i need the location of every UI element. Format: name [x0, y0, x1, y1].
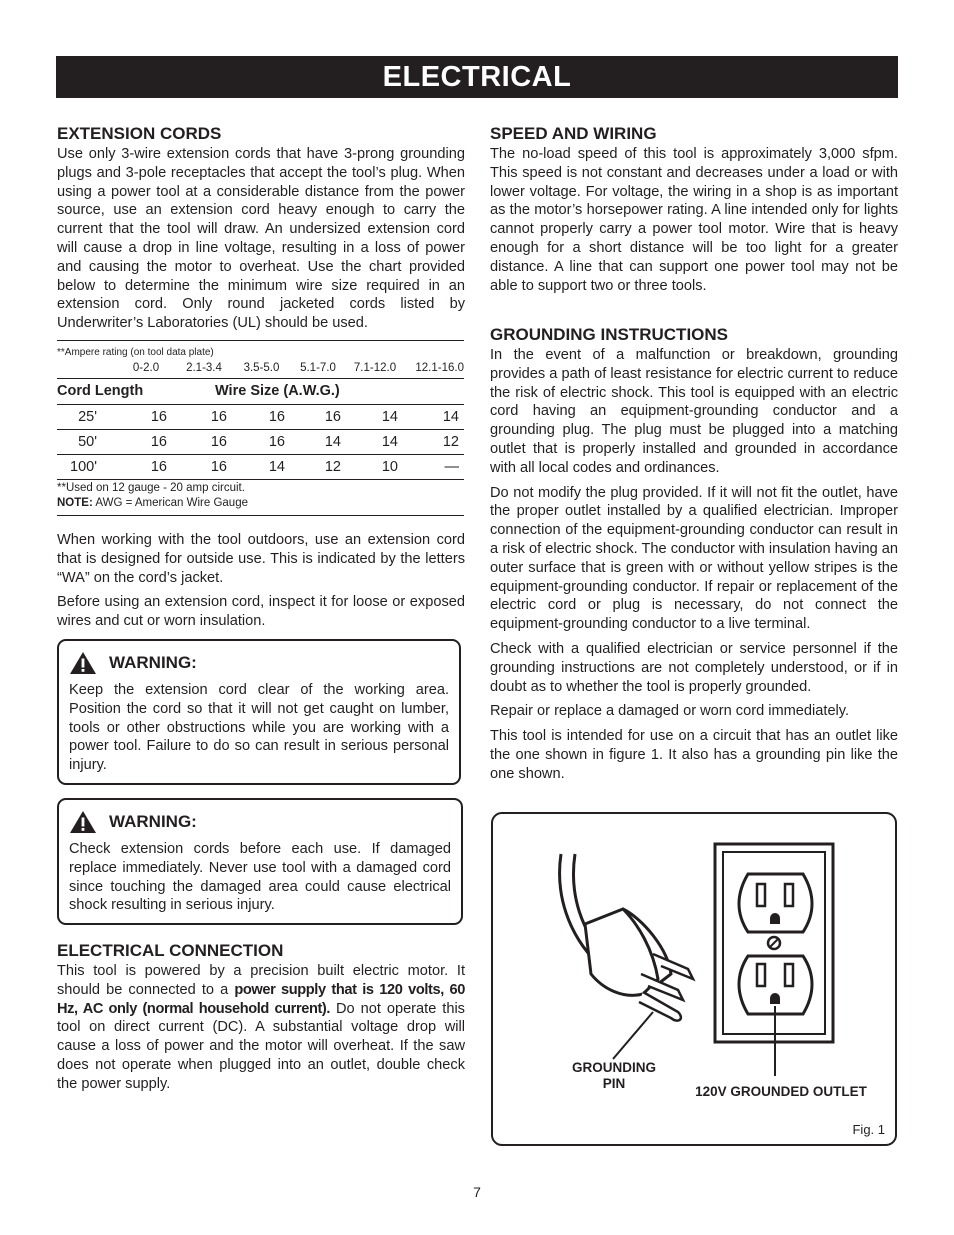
range-cell: 0-2.0 — [132, 362, 160, 374]
page-number: 7 — [473, 1184, 481, 1200]
range-cell: 2.1-3.4 — [186, 362, 222, 374]
speed-wiring-section — [490, 123, 898, 295]
warning-title: WARNING: — [109, 811, 197, 831]
warning-box-2 — [57, 798, 463, 925]
wire-size-cell: 16 — [210, 434, 227, 450]
grounding-para: In the event of a malfunction or breakdown, grounding provides a path of least resistance for electric current to reduce the risk of electric shock. This tool is equipped with an electric cord having an equipment-grounding conductor and a grounding plug. The plug must be plugged into a matching outlet that is properly installed and grounded in accordance with all local codes and ordinances. — [490, 347, 898, 476]
range-cell: 7.1-12.0 — [353, 362, 397, 374]
warning-box-1 — [57, 639, 461, 785]
table-footnote: **Used on 12 gauge - 20 amp circuit. — [57, 482, 245, 494]
electrical-connection-heading: ELECTRICAL CONNECTION — [57, 941, 284, 960]
note-label: NOTE: — [57, 497, 93, 509]
electrical-connection-section — [57, 940, 465, 1094]
warning-triangle-icon — [69, 810, 97, 834]
outdoor-cord-para: When working with the tool outdoors, use an extension cord that is designed for outside use. This is indicated by the letters “WA” on the cord’s jacket. — [57, 532, 465, 586]
extension-cords-section — [57, 123, 465, 333]
outdoor-cord-section — [57, 531, 465, 631]
extension-cords-body: Use only 3-wire extension cords that have 3-prong grounding plugs and 3-pole receptacles that accept the tool’s plug. When using a power tool at a considerable distance from the power source, use an extension cord heavy enough to carry the current that the tool will draw. An undersized extension cord will cause a drop in line voltage, resulting in a loss of power and causing the motor to overheat. Use the chart provided below to determine the minimum wire size required in an extension cord. Only round jacketed cords listed by Underwriter’s Laboratories (UL) should be used. — [57, 146, 465, 332]
ampere-ranges-row — [57, 360, 464, 376]
wire-size-cell: 16 — [150, 434, 167, 450]
wire-size-cell: 10 — [381, 459, 398, 475]
wire-size-cell: 16 — [324, 409, 341, 425]
cord-length-header: Cord Length — [57, 383, 144, 399]
ampere-caption: **Ampere rating (on tool data plate) — [57, 347, 214, 358]
cord-length-cell: 100' — [70, 459, 97, 475]
wire-size-table — [57, 340, 464, 516]
wire-size-cell: — — [444, 459, 459, 475]
note-text: AWG = American Wire Gauge — [92, 497, 248, 509]
range-cell: 3.5-5.0 — [243, 362, 280, 374]
table-row — [57, 430, 464, 454]
table-row — [57, 405, 464, 429]
warning-text: Keep the extension cord clear of the working area. Position the cord so that it will not get caught on lumber, tools or other obstructions while you are working with a power tool. Failure to do so can result in serious personal injury. — [69, 682, 449, 774]
inspect-cord-para: Before using an extension cord, inspect it for loose or exposed wires and cut or worn insulation. — [57, 594, 465, 630]
grounding-pin-label — [561, 1060, 667, 1092]
wire-size-header: Wire Size (A.W.G.) — [215, 383, 340, 399]
wire-size-cell: 14 — [381, 434, 398, 450]
wire-size-cell: 16 — [268, 434, 285, 450]
wire-size-cell: 16 — [210, 459, 227, 475]
wire-size-cell: 14 — [442, 409, 459, 425]
grounding-para: Repair or replace a damaged or worn cord immediately. — [490, 703, 850, 720]
speed-wiring-body: The no-load speed of this tool is approximately 3,000 sfpm. This speed is not constant and decreases under a load or with lower voltage. For voltage, the wiring in a shop is as important as the motor’s horsepower rating. A line intended only for lights cannot properly carry a power tool motor. Wire that is heavy enough for a short distance will be too light for a greater distance. A line that can support one power tool may not be able to support two or three tools. — [490, 146, 898, 294]
speed-wiring-heading: SPEED AND WIRING — [490, 124, 657, 143]
wire-size-cell: 16 — [210, 409, 227, 425]
range-cell: 5.1-7.0 — [300, 362, 336, 374]
outlet-label: 120V GROUNDED OUTLET — [695, 1084, 867, 1099]
figure-1 — [491, 812, 897, 1146]
electrical-connection-body — [57, 962, 465, 1094]
wire-size-cell: 16 — [150, 459, 167, 475]
range-cell: 12.1-16.0 — [415, 362, 464, 374]
wire-size-cell: 14 — [268, 459, 285, 475]
wire-size-cell: 16 — [150, 409, 167, 425]
grounding-para: This tool is intended for use on a circuit that has an outlet like the one shown in figure 1. It also has a grounding pin like the one shown. — [490, 728, 898, 782]
grounding-heading: GROUNDING INSTRUCTIONS — [490, 325, 728, 344]
table-header-row — [57, 379, 464, 404]
warning-triangle-icon — [69, 651, 97, 675]
connection-power-spec: power supply that is 120 volts, 60 Hz, AC only (normal household current). — [57, 981, 465, 1017]
grounding-section — [490, 324, 898, 784]
wire-size-cell: 12 — [324, 459, 341, 475]
wire-size-cell: 14 — [381, 409, 398, 425]
connection-text-1: This tool is powered by a precision built electric motor. It should be connected to a — [57, 963, 465, 998]
cord-length-cell: 50' — [78, 434, 97, 450]
warning-header — [69, 810, 451, 834]
grounding-para: Do not modify the plug provided. If it will not fit the outlet, have the proper outlet installed by a qualified electrician. Improper connection of the equipment-grounding conductor can result in a risk of electric shock. The conductor with insulation having an outer surface that is green with or without yellow stripes is the equipment-grounding conductor. If repair or replacement of the electric cord or plug is necessary, do not connect the equipment-grounding conductor to a live terminal. — [490, 484, 898, 633]
wire-size-cell: 12 — [442, 434, 459, 450]
warning-text: Check extension cords before each use. If damaged replace immediately. Never use tool with a damaged cord since touching the damaged area could cause electrical shock resulting in serious injury. — [69, 841, 451, 914]
table-row — [57, 455, 464, 479]
wire-size-cell: 14 — [324, 434, 341, 450]
connection-text-2: Do not operate this tool on direct current (DC). A substantial voltage drop will cause a loss of power and the motor will overheat. If the saw does not operate when plugged into an outlet, double check the power supply. — [57, 1000, 465, 1092]
grounding-para: Check with a qualified electrician or service personnel if the grounding instructions are not completely understood, or if in doubt as to whether the tool is properly grounded. — [490, 640, 898, 695]
wire-size-cell: 16 — [268, 409, 285, 425]
label-line: PIN — [602, 1076, 626, 1091]
page-title: ELECTRICAL — [56, 56, 898, 98]
extension-cords-heading: EXTENSION CORDS — [57, 124, 222, 143]
cord-length-cell: 25' — [78, 409, 97, 425]
figure-caption: Fig. 1 — [852, 1122, 885, 1137]
warning-title: WARNING: — [109, 652, 197, 672]
table-note — [57, 496, 464, 511]
warning-header — [69, 651, 449, 675]
label-line: GROUNDING — [572, 1060, 656, 1075]
